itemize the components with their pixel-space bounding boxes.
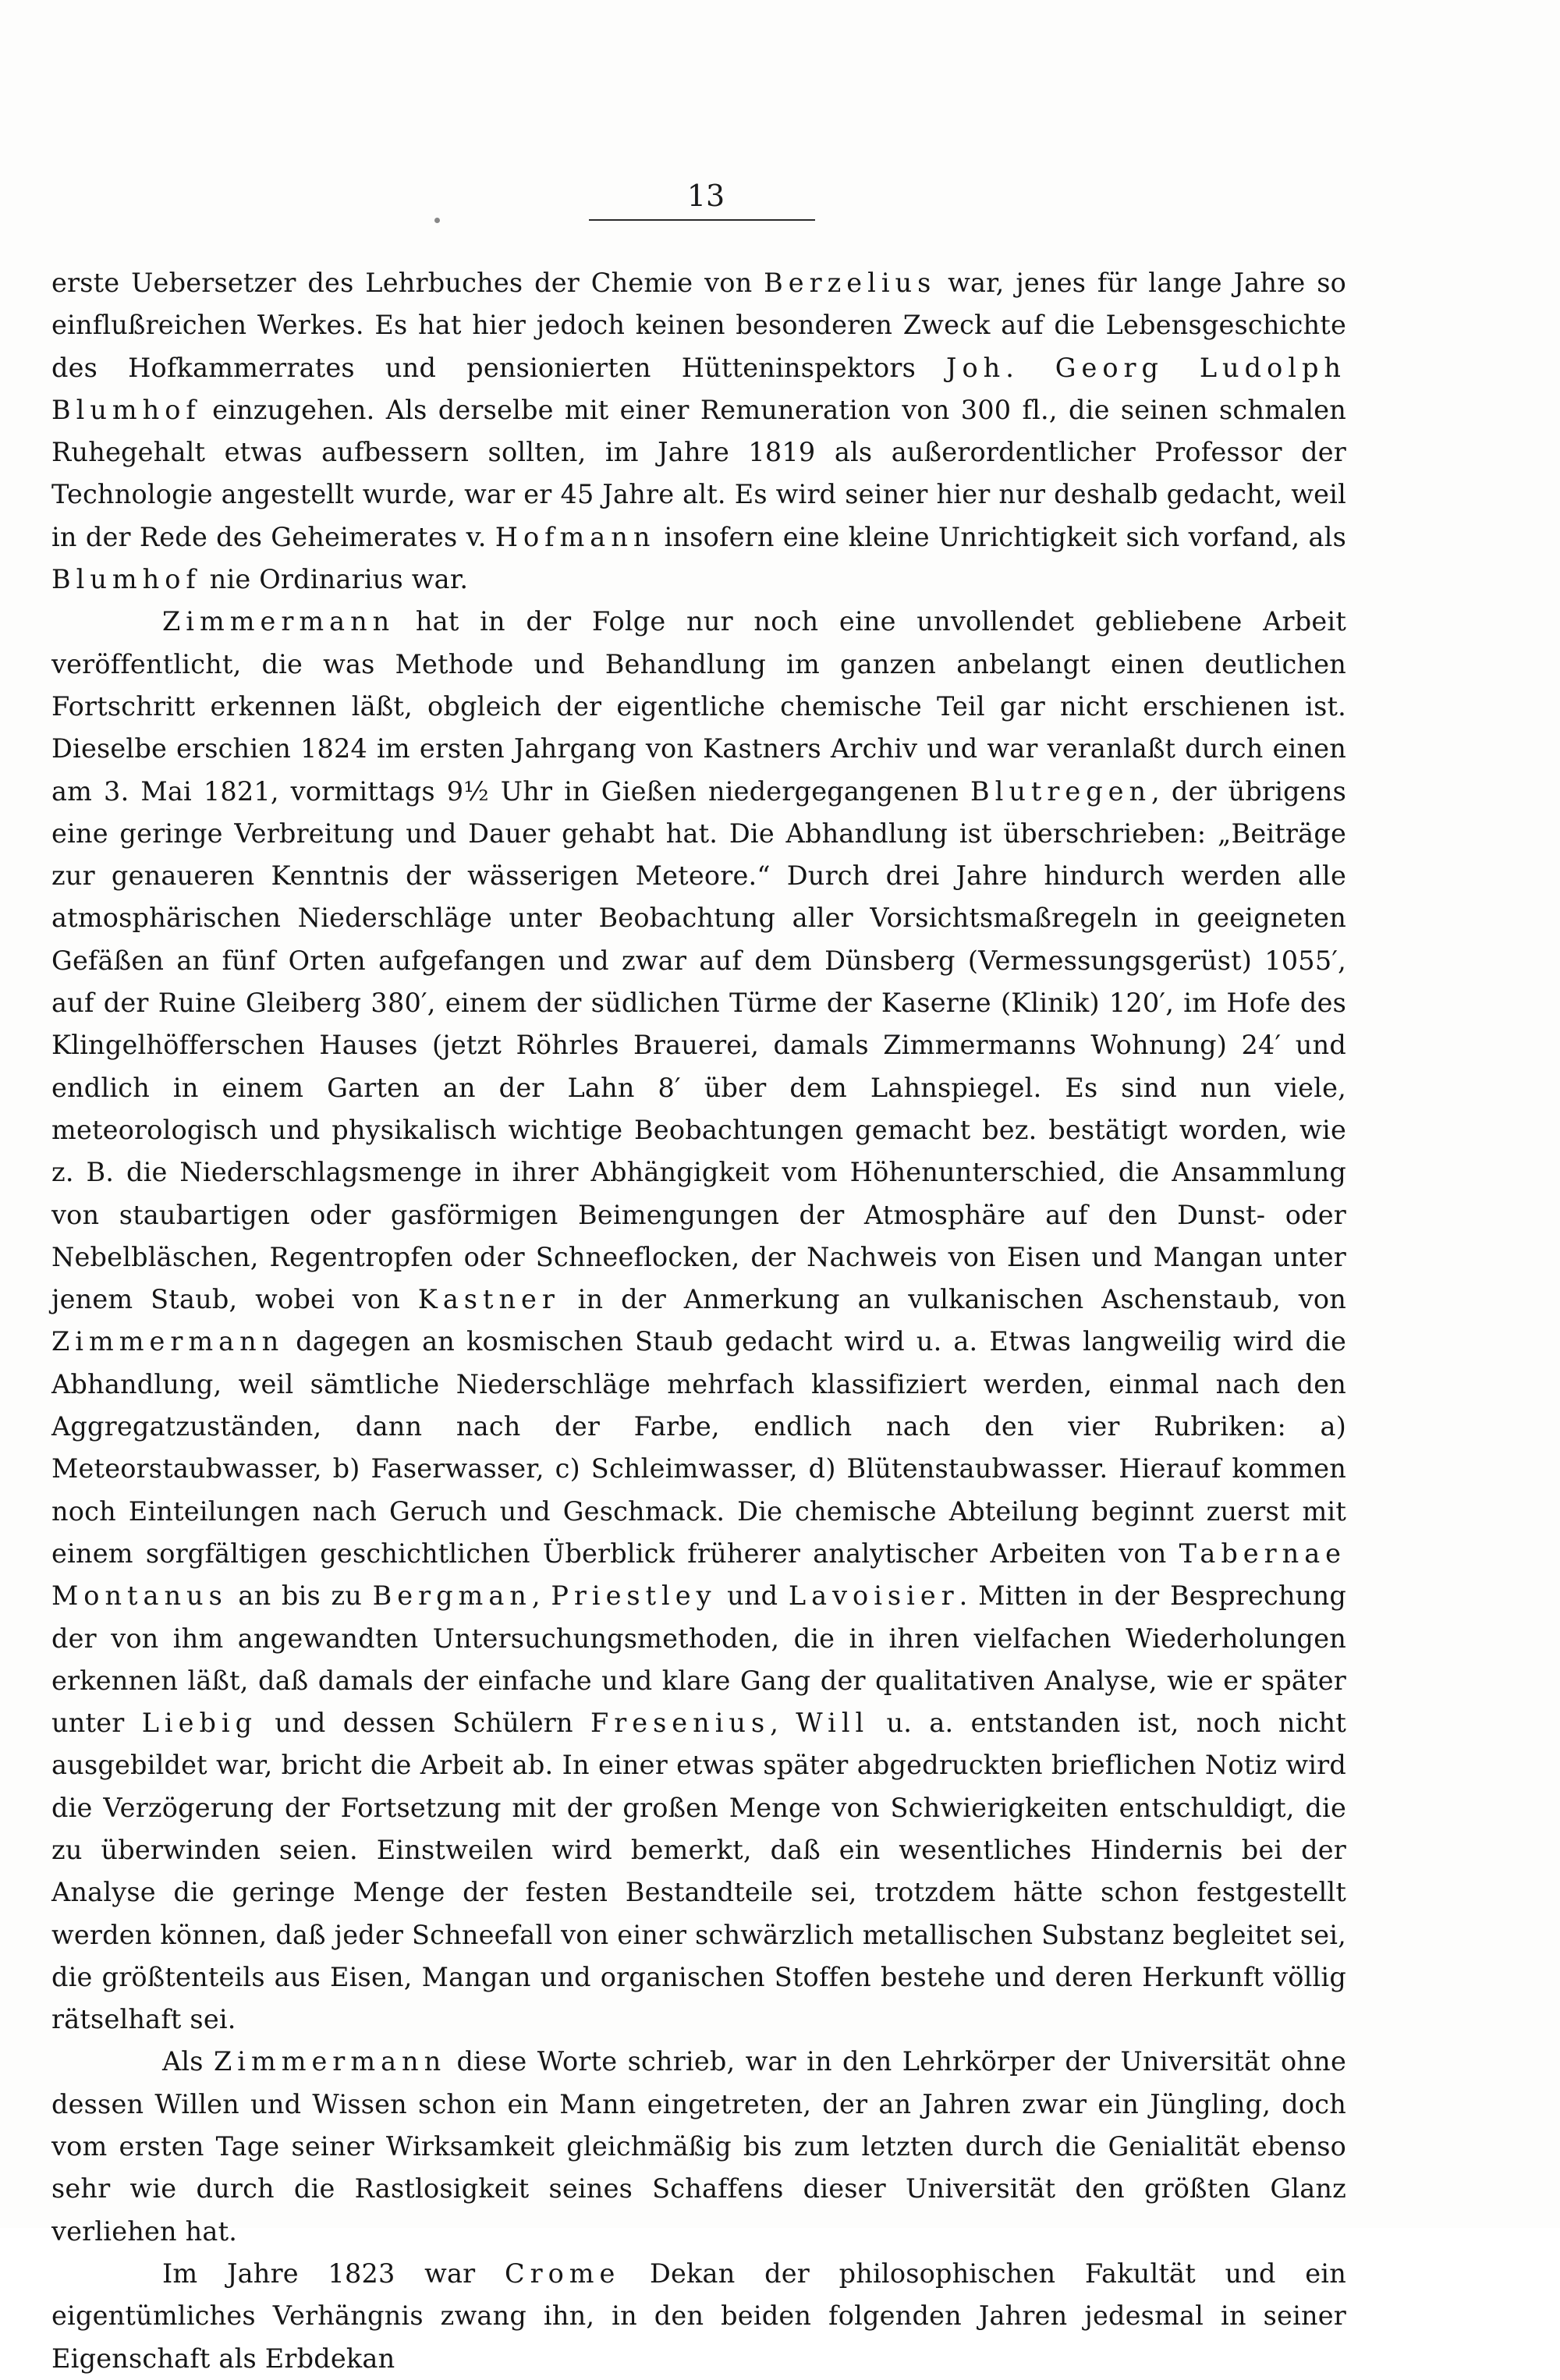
spaced-name: Blutregen bbox=[970, 775, 1152, 807]
spaced-name: Priestley bbox=[551, 1580, 717, 1612]
spaced-name: Zimmermann bbox=[213, 2046, 447, 2077]
spaced-name: Zimmermann bbox=[162, 606, 395, 637]
print-speck bbox=[434, 218, 440, 223]
header-rule bbox=[589, 219, 815, 221]
text-run: erste Uebersetzer des Lehrbuches der Chemie von bbox=[51, 268, 764, 298]
spaced-name: Blumhof bbox=[51, 564, 201, 595]
spaced-name: Bergman bbox=[372, 1580, 532, 1612]
spaced-name: Kastner bbox=[417, 1284, 560, 1315]
body-text bbox=[51, 262, 1346, 2380]
text-run: u. a. entstanden ist, noch nicht ausgebildet war, bricht die Arbeit ab. In einer etwas später abgedruckten brieflichen Notiz wird die Verzögerung der Fortsetzung mit der großen Menge von Schwierigkeiten entschuldigt, die zu überwinden seien. Einstweilen wird bemerkt, daß ein wesentliches Hindernis bei der Analyse die geringe Menge der festen Bestandteile sei, trotzdem hätte schon festgestellt werden können, daß jeder Schneefall von einer schwärzlich metallischen Substanz begleitet sei, die größtenteils aus Eisen, Mangan und organischen Stoffen bestehe und deren Herkunft völlig rätselhaft sei. bbox=[51, 1708, 1346, 2035]
text-run: hat in der Folge nur noch eine unvollendet gebliebene Arbeit veröffentlicht, die was Methode und Behandlung im ganzen anbelangt einen deutlichen Fortschritt erkennen läßt, obgleich der eigentliche chemische Teil gar nicht erschienen ist. Dieselbe erschien 1824 im ersten Jahrgang von Kastners Archiv und war veranlaßt durch einen am 3. Mai 1821, vormittags 9½ Uhr in Gießen niedergegangenen bbox=[51, 606, 1346, 807]
text-run: Dekan der philosophischen Fakultät und ein eigentümliches Verhängnis zwang ihn, in den beiden folgenden Jahren jedesmal in seiner Eigenschaft als Erbdekan bbox=[51, 2258, 1346, 2374]
paragraph bbox=[51, 262, 1346, 601]
spaced-name: Lavoisier bbox=[788, 1580, 959, 1612]
text-run: einzugehen. Als derselbe mit einer Remuneration von 300 fl., die seinen schmalen Ruhegehalt etwas aufbessern sollten, im Jahre 1819 als außerordentlicher Professor der Technologie angestellt wurde, war er 45 Jahre alt. Es wird seiner hier nur deshalb gedacht, weil in der Rede des Geheimerates v. bbox=[51, 394, 1346, 552]
text-run: Im Jahre 1823 war bbox=[162, 2258, 505, 2289]
text-run: diese Worte schrieb, war in den Lehrkörper der Universität ohne dessen Willen und Wissen schon ein Mann eingetreten, der an Jahren zwar ein Jüngling, doch vom ersten Tage seiner Wirksamkeit gleichmäßig bis zum letzten durch die Genialität ebenso sehr wie durch die Rastlosigkeit seines Schaffens dieser Universität den größten Glanz verliehen hat. bbox=[51, 2046, 1346, 2247]
spaced-name: Crome bbox=[504, 2258, 621, 2289]
text-run: war, jenes für lange Jahre so einflußreichen Werkes. Es hat hier jedoch keinen besonderen Zweck auf die Lebensgeschichte des Hofkammerrates und pensionierten Hütteninspektors bbox=[51, 268, 1346, 383]
text-run: Als bbox=[162, 2046, 214, 2077]
paragraph bbox=[51, 601, 1346, 2041]
spaced-name: Fresenius bbox=[590, 1708, 771, 1739]
paragraph bbox=[51, 2253, 1346, 2380]
text-run: , der übrigens eine geringe Verbreitung und Dauer gehabt hat. Die Abhandlung ist überschrieben: „Beiträge zur genaueren Kenntnis der wässerigen Meteore.“ Durch drei Jahre hindurch werden alle atmosphärischen Niederschläge unter Beobachtung aller Vorsichtsmaßregeln in geeigneten Gefäßen an fünf Orten aufgefangen und zwar auf dem Dünsberg (Vermessungsgerüst) 1055′, auf der Ruine Gleiberg 380′, einem der südlichen Türme der Kaserne (Klinik) 120′, im Hofe des Klingelhöfferschen Hauses (jetzt Röhrles Brauerei, damals Zimmermanns Wohnung) 24′ und endlich in einem Garten an der Lahn 8′ über dem Lahnspiegel. Es sind nun viele, meteorologisch und physikalisch wichtige Beobachtungen gemacht bez. bestätigt worden, wie z. B. die Niederschlagsmenge in ihrer Abhängigkeit vom Höhenunterschied, die Ansammlung von staubartigen oder gasförmigen Beimengungen der Atmosphäre auf den Dunst- oder Nebelbläschen, Regentropfen oder Schneeflocken, der Nachweis von Eisen und Mangan unter jenem Staub, wobei von bbox=[51, 775, 1346, 1315]
spaced-name: Berzelius bbox=[764, 268, 937, 298]
text-run: in der Anmerkung an vulkanischen Aschenstaub, von bbox=[559, 1284, 1347, 1315]
text-run: dagegen an kosmischen Staub gedacht wird u. a. Etwas langweilig wird die Abhandlung, weil sämtliche Niederschläge mehrfach klassifiziert werden, einmal nach den Aggregatzuständen, dann nach der Farbe, endlich nach den vier Rubriken: a) Meteorstaubwasser, b) Faserwasser, c) Schleimwasser, d) Blütenstaubwasser. Hierauf kommen noch Einteilungen nach Geruch und Geschmack. Die chemische Abteilung beginnt zuerst mit einem sorgfältigen geschichtlichen Überblick früherer analytischer Arbeiten von bbox=[51, 1326, 1346, 1569]
text-run: insofern eine kleine Unrichtigkeit sich vorfand, als bbox=[655, 521, 1346, 552]
page-number: 13 bbox=[686, 179, 725, 213]
text-run: nie Ordinarius war. bbox=[200, 564, 469, 595]
text-run: an bis zu bbox=[227, 1580, 373, 1612]
text-run: , bbox=[531, 1580, 551, 1612]
spaced-name: Joh. Georg Ludolph Blumhof bbox=[51, 352, 1346, 425]
spaced-name: Zimmermann bbox=[51, 1326, 285, 1357]
text-run: , bbox=[770, 1708, 796, 1739]
text-run: . Mitten in der Besprechung der von ihm angewandten Untersuchungsmethoden, die in ihren vielfachen Wiederholungen erkennen läßt, daß damals der einfache und klare Gang der qualitativen Analyse, wie er später unter bbox=[51, 1580, 1346, 1739]
spaced-name: Hofmann bbox=[495, 521, 656, 552]
text-run: und dessen Schülern bbox=[257, 1708, 591, 1739]
spaced-name: Will bbox=[796, 1708, 870, 1739]
text-run: und bbox=[716, 1580, 789, 1612]
spaced-name: Tabernae Montanus bbox=[51, 1538, 1346, 1612]
spaced-name: Liebig bbox=[141, 1708, 258, 1739]
paragraph bbox=[51, 2041, 1346, 2252]
